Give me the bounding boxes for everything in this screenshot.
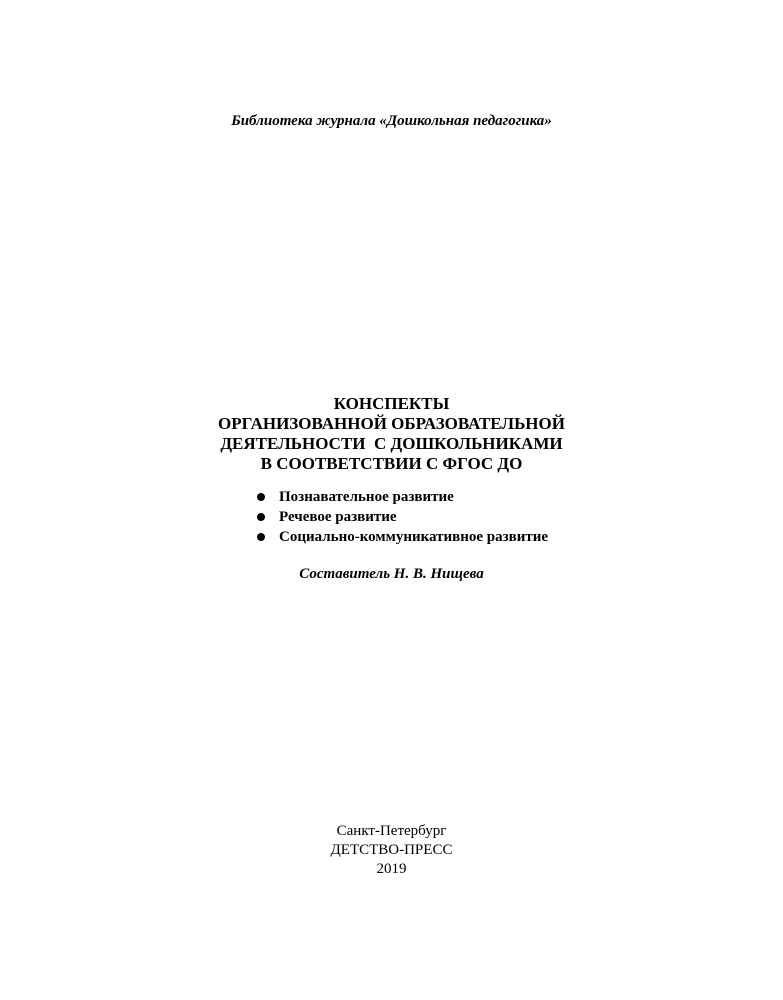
topic-list <box>253 487 548 547</box>
bullet-icon <box>257 513 265 521</box>
book-title <box>0 394 783 474</box>
title-line: ОРГАНИЗОВАННОЙ ОБРАЗОВАТЕЛЬНОЙ <box>218 414 565 433</box>
imprint-year: 2019 <box>376 861 407 877</box>
title-line: ДЕЯТЕЛЬНОСТИ С ДОШКОЛЬНИКАМИ <box>220 434 563 453</box>
topic-item <box>253 527 548 547</box>
topic-label: Социально-коммуникативное развитие <box>279 529 549 545</box>
title-line: КОНСПЕКТЫ <box>333 394 450 413</box>
imprint-city: Санкт-Петербург <box>336 823 447 839</box>
compiler-credit: Составитель Н. В. Нищева <box>299 566 484 582</box>
imprint <box>0 822 783 879</box>
title-line: В СООТВЕТСТВИИ С ФГОС ДО <box>260 454 523 473</box>
imprint-publisher: ДЕТСТВО-ПРЕСС <box>330 842 453 858</box>
bullet-icon <box>257 533 265 541</box>
topic-item <box>253 507 548 527</box>
topic-item <box>253 487 548 507</box>
topic-label: Познавательное развитие <box>279 489 454 505</box>
topic-label: Речевое развитие <box>279 509 397 525</box>
bullet-icon <box>257 493 265 501</box>
series-title: Библиотека журнала «Дошкольная педагогика» <box>231 113 552 129</box>
